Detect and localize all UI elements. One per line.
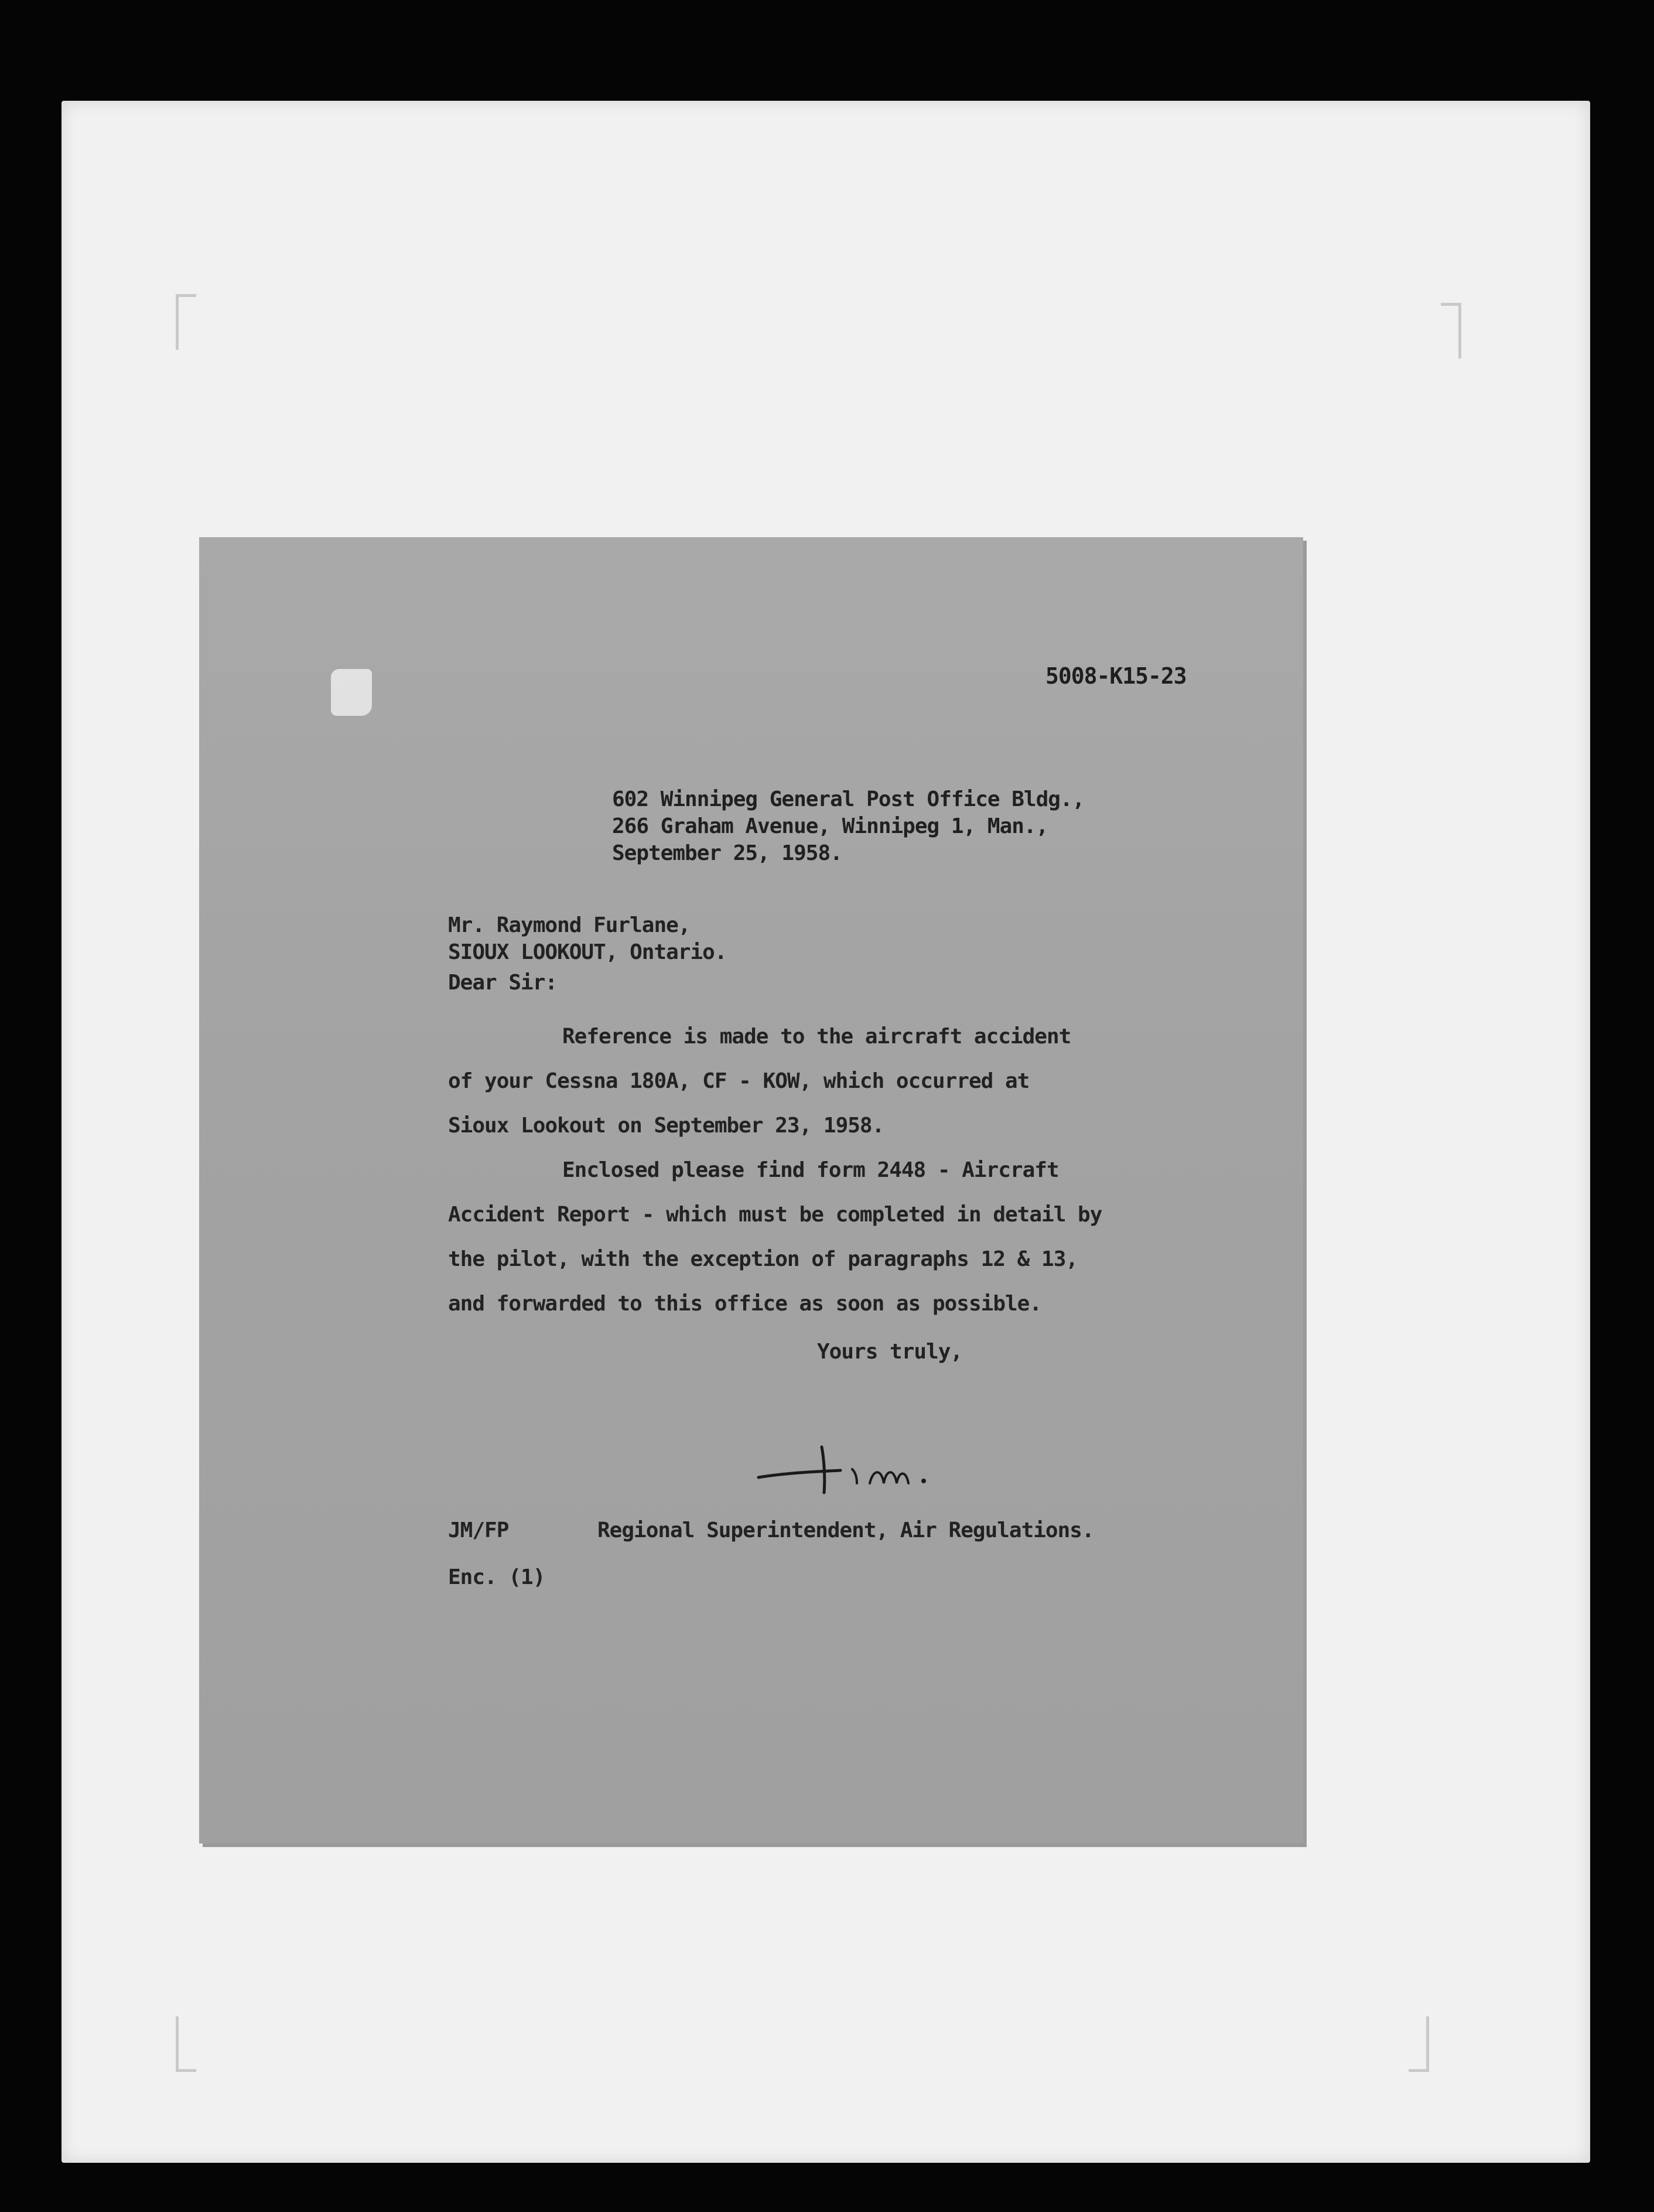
body-line: the pilot, with the exception of paragraphs 12 & 13,: [448, 1247, 1078, 1271]
letter-sheet: [199, 537, 1303, 1844]
typist-initials: JM/FP: [448, 1518, 509, 1542]
signatory-title: Regional Superintendent, Air Regulations.: [597, 1518, 1094, 1542]
recipient-name: Mr. Raymond Furlane,: [448, 913, 691, 937]
recipient-block: [448, 912, 727, 966]
body-line: Accident Report - which must be completed in detail by: [448, 1203, 1102, 1227]
crop-mark-top-right: [1441, 303, 1461, 359]
letter-date: September 25, 1958.: [612, 841, 842, 865]
sender-address: [612, 786, 1084, 867]
salutation: Dear Sir:: [448, 971, 558, 995]
recipient-location: SIOUX LOOKOUT, Ontario.: [448, 940, 727, 964]
microfilm-page: [61, 101, 1590, 2163]
enclosure-note: Enc. (1): [448, 1565, 545, 1589]
handwritten-signature: [753, 1436, 963, 1501]
sender-address-line: 266 Graham Avenue, Winnipeg 1, Man.,: [612, 814, 1048, 838]
body-line: Reference is made to the aircraft accident: [562, 1025, 1071, 1049]
body-line: Sioux Lookout on September 23, 1958.: [448, 1114, 884, 1138]
file-number: 5008-K15-23: [1045, 663, 1187, 689]
closing: Yours truly,: [817, 1340, 963, 1364]
crop-mark-bottom-left: [176, 2016, 196, 2072]
sender-address-line: 602 Winnipeg General Post Office Bldg.,: [612, 787, 1085, 811]
body-line: Enclosed please find form 2448 - Aircraft: [562, 1158, 1059, 1182]
crop-mark-top-left: [176, 294, 196, 350]
body-line: and forwarded to this office as soon as possible.: [448, 1292, 1042, 1316]
staple-hole-mark: [331, 669, 372, 716]
letter-body: [448, 1015, 1297, 1326]
crop-mark-bottom-right: [1409, 2016, 1429, 2072]
body-line: of your Cessna 180A, CF - KOW, which occurred at: [448, 1069, 1030, 1093]
